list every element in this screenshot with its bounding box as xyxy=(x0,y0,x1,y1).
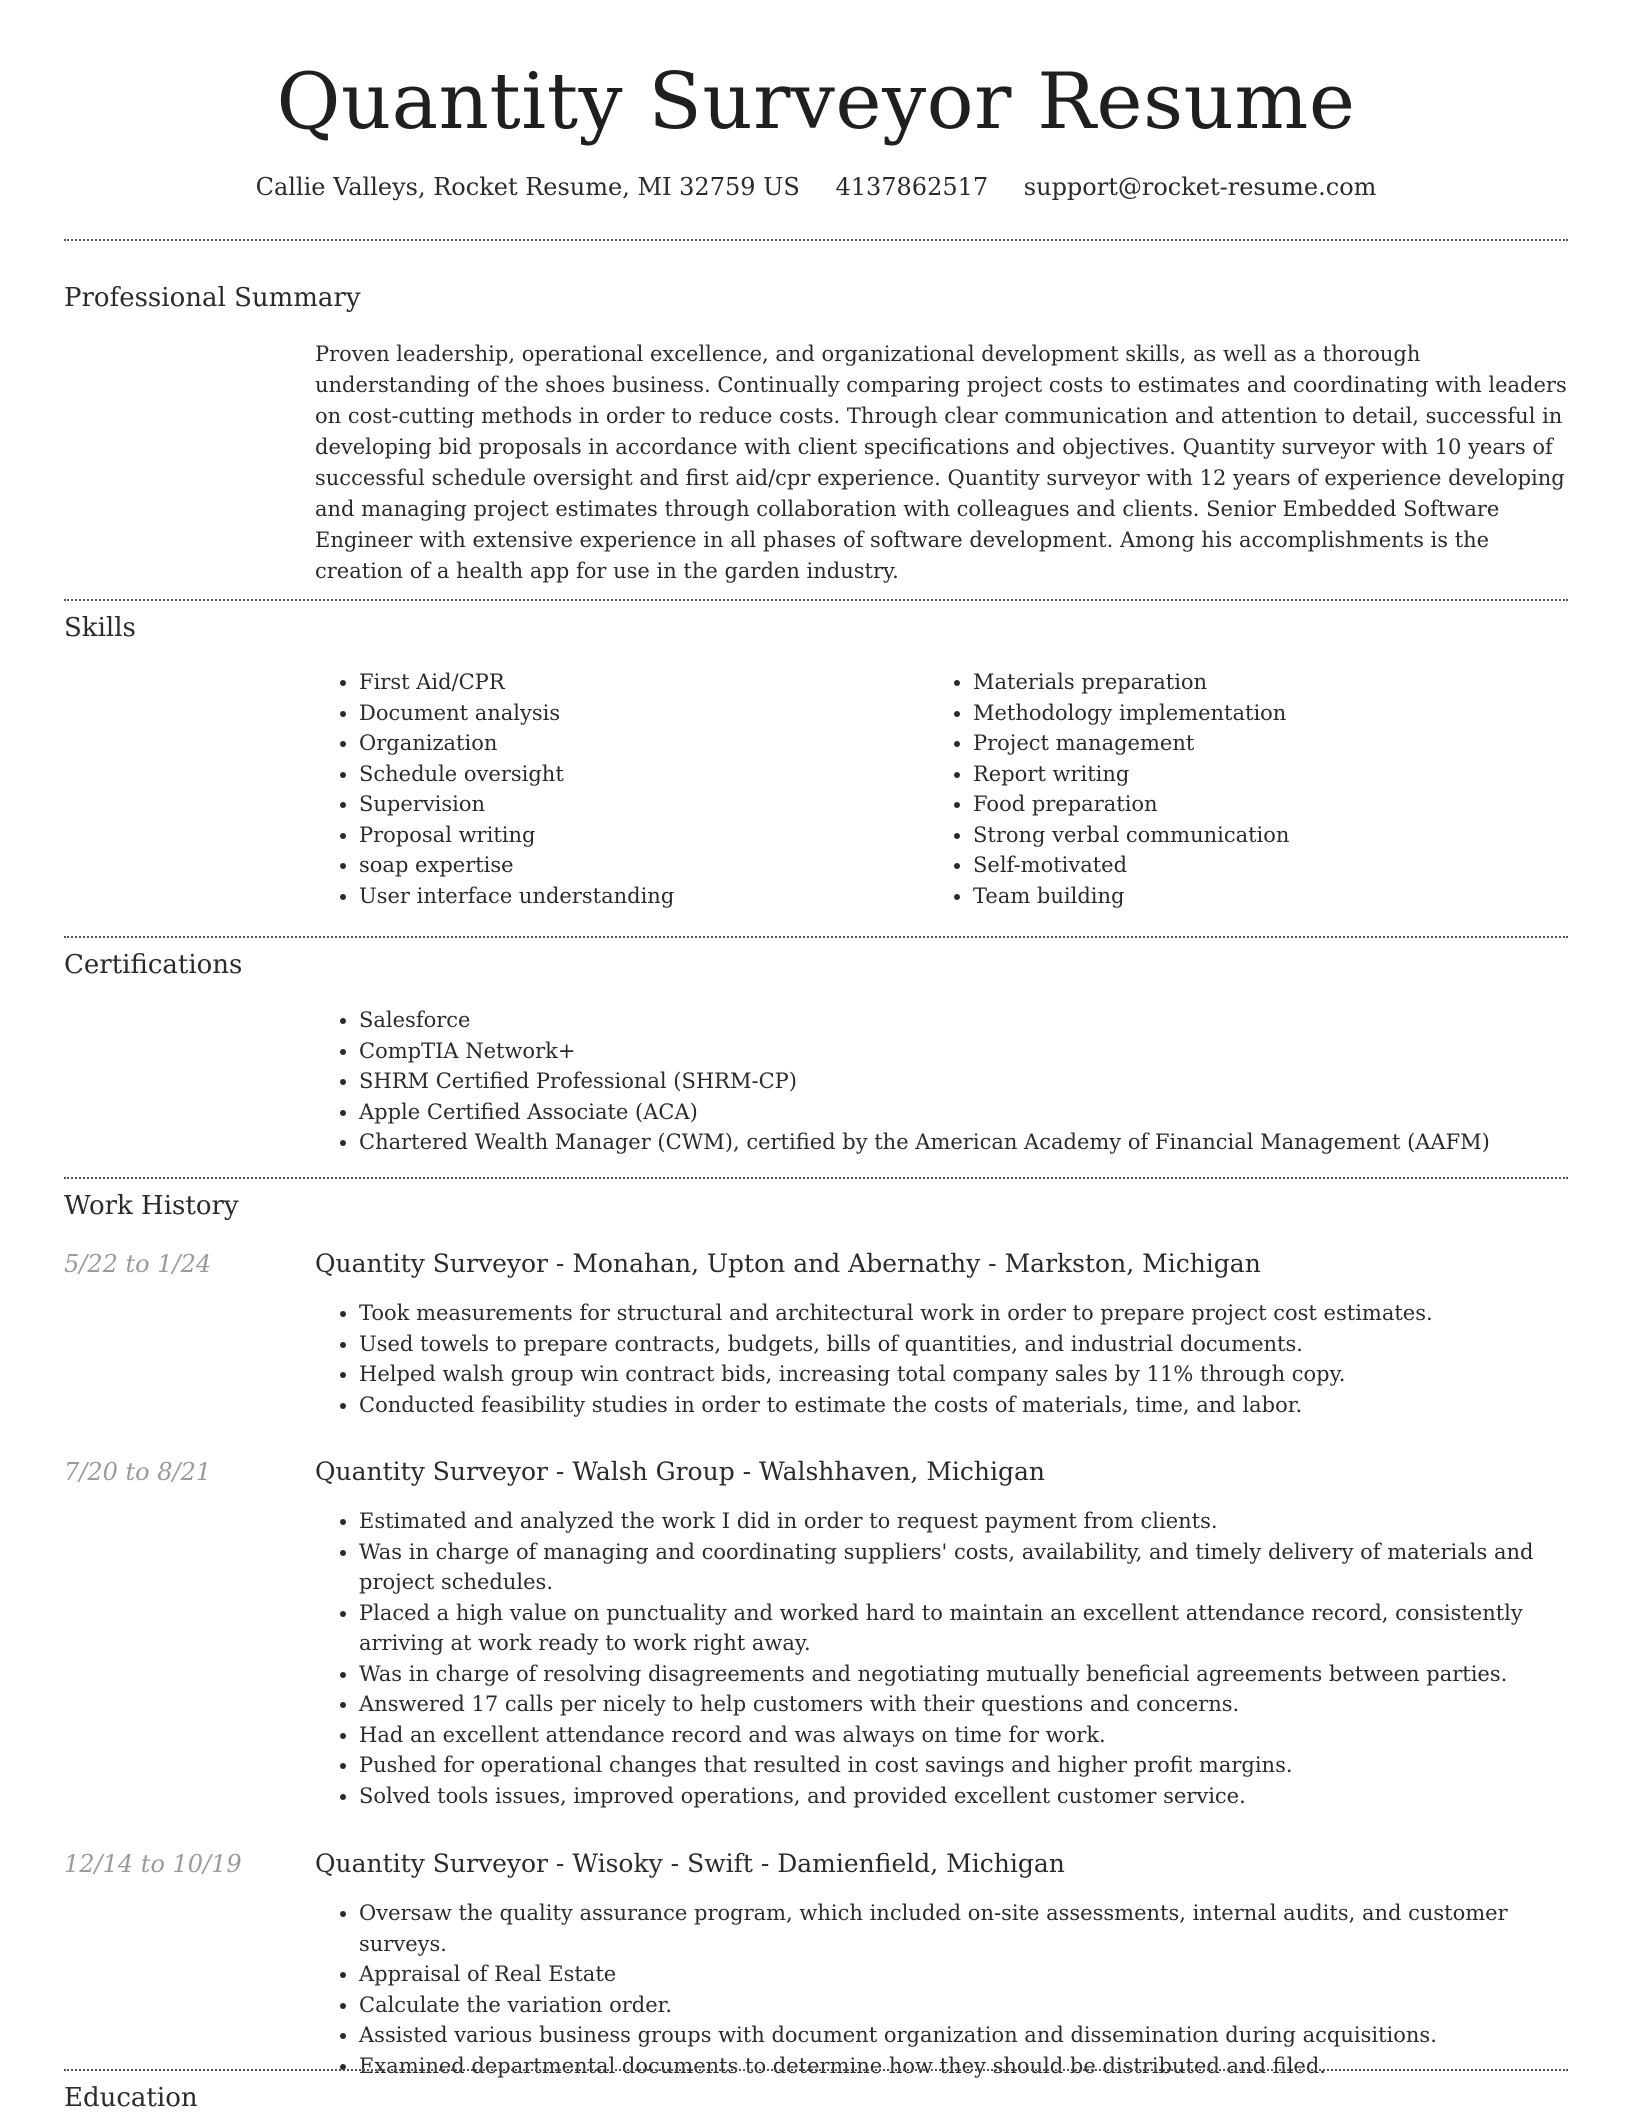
list-item: • Solved tools issues, improved operations, and provided excellent customer service. xyxy=(359,1781,1568,1812)
list-item: • Document analysis xyxy=(359,698,915,729)
job-bullets xyxy=(315,1506,1568,1811)
list-item: • Self-motivated xyxy=(973,850,1549,881)
section-divider xyxy=(64,239,1568,241)
list-item: • Helped walsh group win contract bids, increasing total company sales by 11% through copy. xyxy=(359,1359,1568,1390)
summary-heading: Professional Summary xyxy=(64,283,361,313)
job-bullets xyxy=(315,1898,1568,2081)
list-item: • Strong verbal communication xyxy=(973,820,1549,851)
skills-list-right xyxy=(929,667,1549,911)
list-item: • Report writing xyxy=(973,759,1549,790)
list-item: • User interface understanding xyxy=(359,881,915,912)
list-item: • Schedule oversight xyxy=(359,759,915,790)
section-divider xyxy=(64,599,1568,601)
list-item: • Supervision xyxy=(359,789,915,820)
list-item: • Was in charge of managing and coordinating suppliers' costs, availability, and timely delivery of materials and project schedules. xyxy=(359,1537,1568,1598)
skills-list-left xyxy=(315,667,915,911)
list-item: • Estimated and analyzed the work I did in order to request payment from clients. xyxy=(359,1506,1568,1537)
job-date: 5/22 to 1/24 xyxy=(64,1250,212,1278)
list-item: • Examined departmental documents to determine how they should be distributed and filed. xyxy=(359,2051,1568,2082)
certifications-heading: Certifications xyxy=(64,950,243,980)
list-item: • SHRM Certified Professional (SHRM-CP) xyxy=(359,1066,1568,1097)
summary-text: Proven leadership, operational excellence, and organizational development skills, as well as a thorough understanding of the shoes business. Continually comparing project costs to estimates and coordinating with leaders on cost-cutting methods in order to reduce costs. Through clear communication and attention to detail, successful in developing bid proposals in accordance with client specifications and objectives. Quantity surveyor with 10 years of successful schedule oversight and first aid/cpr experience. Quantity surveyor with 12 years of experience developing and managing project estimates through collaboration with colleagues and clients. Senior Embedded Software Engineer with extensive experience in all phases of software development. Among his accomplishments is the creation of a health app for use in the garden industry. xyxy=(315,342,1567,583)
job-title: Quantity Surveyor - Walsh Group - Walshhaven, Michigan xyxy=(315,1457,1046,1486)
list-item: • Oversaw the quality assurance program, which included on-site assessments, internal audits, and customer surveys. xyxy=(359,1898,1568,1959)
education-heading: Education xyxy=(64,2083,198,2112)
job-title: Quantity Surveyor - Monahan, Upton and Abernathy - Markston, Michigan xyxy=(315,1249,1261,1278)
contact-email: support@rocket-resume.com xyxy=(1023,173,1377,201)
section-divider xyxy=(64,1177,1568,1179)
list-item: • Calculate the variation order. xyxy=(359,1990,1568,2021)
list-item: • Chartered Wealth Manager (CWM), certified by the American Academy of Financial Management (AAFM) xyxy=(359,1127,1568,1158)
section-divider xyxy=(64,936,1568,938)
list-item: • Apple Certified Associate (ACA) xyxy=(359,1097,1568,1128)
list-item: • Placed a high value on punctuality and worked hard to maintain an excellent attendance record, consistently arriving at work ready to work right away. xyxy=(359,1598,1568,1659)
skills-heading: Skills xyxy=(64,613,136,643)
list-item: • Proposal writing xyxy=(359,820,915,851)
list-item: • First Aid/CPR xyxy=(359,667,915,698)
list-item: • Appraisal of Real Estate xyxy=(359,1959,1568,1990)
job-bullets xyxy=(315,1298,1568,1420)
job-date: 7/20 to 8/21 xyxy=(64,1458,212,1486)
certifications-list xyxy=(315,1005,1568,1158)
list-item: • soap expertise xyxy=(359,850,915,881)
list-item: • Had an excellent attendance record and was always on time for work. xyxy=(359,1720,1568,1751)
section-divider xyxy=(64,2069,1568,2071)
list-item: • Organization xyxy=(359,728,915,759)
work-heading: Work History xyxy=(64,1191,239,1221)
list-item: • Assisted various business groups with document organization and dissemination during acquisitions. xyxy=(359,2020,1568,2051)
list-item: • Materials preparation xyxy=(973,667,1549,698)
list-item: • Used towels to prepare contracts, budgets, bills of quantities, and industrial documents. xyxy=(359,1329,1568,1360)
list-item: • Salesforce xyxy=(359,1005,1568,1036)
list-item: • Food preparation xyxy=(973,789,1549,820)
contact-phone: 4137862517 xyxy=(835,173,989,201)
resume-title: Quantity Surveyor Resume xyxy=(276,57,1356,147)
contact-line xyxy=(0,170,1632,204)
list-item: • Answered 17 calls per nicely to help customers with their questions and concerns. xyxy=(359,1689,1568,1720)
list-item: • Project management xyxy=(973,728,1549,759)
job-title: Quantity Surveyor - Wisoky - Swift - Damienfield, Michigan xyxy=(315,1849,1065,1878)
list-item: • Team building xyxy=(973,881,1549,912)
contact-address: Callie Valleys, Rocket Resume, MI 32759 US xyxy=(255,173,800,201)
list-item: • Took measurements for structural and architectural work in order to prepare project cost estimates. xyxy=(359,1298,1568,1329)
job-date: 12/14 to 10/19 xyxy=(64,1850,242,1878)
list-item: • Conducted feasibility studies in order to estimate the costs of materials, time, and labor. xyxy=(359,1390,1568,1421)
list-item: • Methodology implementation xyxy=(973,698,1549,729)
list-item: • Was in charge of resolving disagreements and negotiating mutually beneficial agreements between parties. xyxy=(359,1659,1568,1690)
list-item: • Pushed for operational changes that resulted in cost savings and higher profit margins. xyxy=(359,1750,1568,1781)
list-item: • CompTIA Network+ xyxy=(359,1036,1568,1067)
